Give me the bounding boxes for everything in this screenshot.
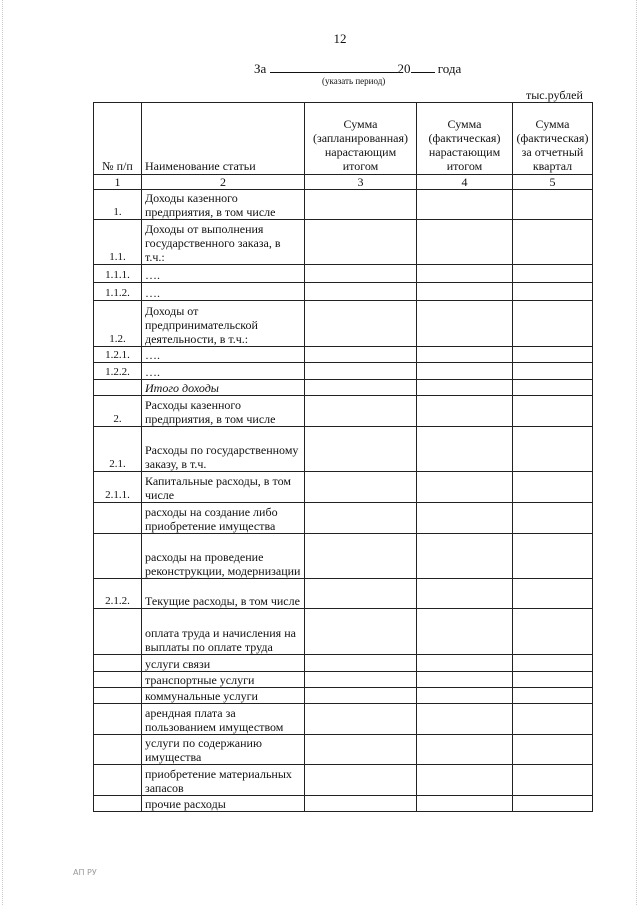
planned-cell[interactable] xyxy=(305,220,417,265)
actual-quarter-cell[interactable] xyxy=(513,735,593,765)
table-row xyxy=(94,688,593,704)
planned-cell[interactable] xyxy=(305,503,417,534)
column-numbers-row xyxy=(94,175,593,190)
row-name: арендная плата за пользованием имуществом xyxy=(142,704,305,735)
actual-quarter-cell[interactable] xyxy=(513,672,593,688)
table-row xyxy=(94,735,593,765)
row-name: …. xyxy=(142,265,305,283)
actual-quarter-cell[interactable] xyxy=(513,363,593,380)
actual-quarter-cell[interactable] xyxy=(513,427,593,472)
row-name: расходы на проведение реконструкции, модернизации xyxy=(142,534,305,579)
row-name: Расходы по государственному заказу, в т.ч. xyxy=(142,427,305,472)
table-row xyxy=(94,190,593,220)
row-name: …. xyxy=(142,363,305,380)
actual-cumulative-cell[interactable] xyxy=(417,472,513,503)
actual-cumulative-cell[interactable] xyxy=(417,655,513,672)
table-row xyxy=(94,363,593,380)
row-number: 1.1.1. xyxy=(94,265,142,283)
planned-cell[interactable] xyxy=(305,472,417,503)
row-name: транспортные услуги xyxy=(142,672,305,688)
planned-cell[interactable] xyxy=(305,265,417,283)
table-row xyxy=(94,265,593,283)
row-number: 1.2. xyxy=(94,301,142,347)
table-row xyxy=(94,609,593,655)
column-number: 3 xyxy=(305,175,417,190)
row-number xyxy=(94,704,142,735)
row-number: 1.1.2. xyxy=(94,283,142,301)
actual-cumulative-cell[interactable] xyxy=(417,301,513,347)
planned-cell[interactable] xyxy=(305,283,417,301)
actual-quarter-cell[interactable] xyxy=(513,765,593,796)
row-name: услуги связи xyxy=(142,655,305,672)
actual-cumulative-cell[interactable] xyxy=(417,579,513,609)
planned-cell[interactable] xyxy=(305,363,417,380)
column-number: 2 xyxy=(142,175,305,190)
table-row xyxy=(94,301,593,347)
actual-quarter-cell[interactable] xyxy=(513,609,593,655)
actual-quarter-cell[interactable] xyxy=(513,220,593,265)
row-number xyxy=(94,534,142,579)
row-number xyxy=(94,655,142,672)
planned-cell[interactable] xyxy=(305,609,417,655)
actual-cumulative-cell[interactable] xyxy=(417,688,513,704)
actual-quarter-cell[interactable] xyxy=(513,579,593,609)
header-actual-quarter: Сумма (фактическая) за отчетный квартал xyxy=(513,103,593,175)
row-name: Капитальные расходы, в том числе xyxy=(142,472,305,503)
row-number xyxy=(94,688,142,704)
planned-cell[interactable] xyxy=(305,396,417,427)
actual-quarter-cell[interactable] xyxy=(513,472,593,503)
planned-cell[interactable] xyxy=(305,427,417,472)
table-row xyxy=(94,765,593,796)
planned-cell[interactable] xyxy=(305,190,417,220)
actual-cumulative-cell[interactable] xyxy=(417,796,513,812)
row-name: …. xyxy=(142,283,305,301)
header-name: Наименование статьи xyxy=(142,103,305,175)
row-name: коммунальные услуги xyxy=(142,688,305,704)
row-name: Расходы казенного предприятия, в том числе xyxy=(142,396,305,427)
row-number: 2.1.1. xyxy=(94,472,142,503)
planned-cell[interactable] xyxy=(305,655,417,672)
planned-cell[interactable] xyxy=(305,380,417,396)
table-row xyxy=(94,503,593,534)
footer-watermark: АП РУ xyxy=(73,868,97,877)
units-label: тыс.рублей xyxy=(526,88,583,102)
actual-quarter-cell[interactable] xyxy=(513,534,593,579)
planned-cell[interactable] xyxy=(305,534,417,579)
table-row xyxy=(94,220,593,265)
row-number: 1.1. xyxy=(94,220,142,265)
actual-cumulative-cell[interactable] xyxy=(417,380,513,396)
row-name: оплата труда и начисления на выплаты по оплате труда xyxy=(142,609,305,655)
period-line xyxy=(254,60,461,77)
table-row xyxy=(94,380,593,396)
actual-quarter-cell[interactable] xyxy=(513,347,593,363)
actual-quarter-cell[interactable] xyxy=(513,655,593,672)
row-name: Доходы от выполнения государственного заказа, в т.ч.: xyxy=(142,220,305,265)
table-row xyxy=(94,704,593,735)
column-number: 4 xyxy=(417,175,513,190)
actual-quarter-cell[interactable] xyxy=(513,503,593,534)
header-num: № п/п xyxy=(94,103,142,175)
actual-cumulative-cell[interactable] xyxy=(417,265,513,283)
actual-cumulative-cell[interactable] xyxy=(417,735,513,765)
period-prefix: За xyxy=(254,61,267,76)
row-number xyxy=(94,672,142,688)
row-number xyxy=(94,503,142,534)
actual-quarter-cell[interactable] xyxy=(513,796,593,812)
actual-quarter-cell[interactable] xyxy=(513,265,593,283)
column-number: 5 xyxy=(513,175,593,190)
planned-cell[interactable] xyxy=(305,688,417,704)
actual-cumulative-cell[interactable] xyxy=(417,396,513,427)
row-number xyxy=(94,380,142,396)
planned-cell[interactable] xyxy=(305,579,417,609)
actual-quarter-cell[interactable] xyxy=(513,301,593,347)
table-row xyxy=(94,534,593,579)
row-number xyxy=(94,609,142,655)
row-name: приобретение материальных запасов xyxy=(142,765,305,796)
row-number: 1.2.2. xyxy=(94,363,142,380)
row-number: 2.1.2. xyxy=(94,579,142,609)
table-row xyxy=(94,396,593,427)
actual-cumulative-cell[interactable] xyxy=(417,427,513,472)
actual-quarter-cell[interactable] xyxy=(513,704,593,735)
actual-cumulative-cell[interactable] xyxy=(417,765,513,796)
row-number: 2. xyxy=(94,396,142,427)
row-name: Текущие расходы, в том числе xyxy=(142,579,305,609)
row-name: …. xyxy=(142,347,305,363)
planned-cell[interactable] xyxy=(305,347,417,363)
planned-cell[interactable] xyxy=(305,672,417,688)
year-prefix: 20 xyxy=(397,61,411,76)
table-row xyxy=(94,796,593,812)
row-number: 2.1. xyxy=(94,427,142,472)
actual-quarter-cell[interactable] xyxy=(513,283,593,301)
row-name: расходы на создание либо приобретение имущества xyxy=(142,503,305,534)
table-row xyxy=(94,472,593,503)
planned-cell[interactable] xyxy=(305,301,417,347)
header-planned: Сумма (запланированная) нарастающим итогом xyxy=(305,103,417,175)
row-number xyxy=(94,796,142,812)
row-name: прочие расходы xyxy=(142,796,305,812)
planned-cell[interactable] xyxy=(305,765,417,796)
actual-cumulative-cell[interactable] xyxy=(417,283,513,301)
table-row xyxy=(94,672,593,688)
actual-cumulative-cell[interactable] xyxy=(417,609,513,655)
left-margin-line xyxy=(2,0,3,905)
actual-cumulative-cell[interactable] xyxy=(417,672,513,688)
table-row xyxy=(94,283,593,301)
row-number: 1.2.1. xyxy=(94,347,142,363)
row-name: Итого доходы xyxy=(142,380,305,396)
row-name: Доходы от предпринимательской деятельности, в т.ч.: xyxy=(142,301,305,347)
actual-cumulative-cell[interactable] xyxy=(417,363,513,380)
actual-cumulative-cell[interactable] xyxy=(417,534,513,579)
actual-cumulative-cell[interactable] xyxy=(417,220,513,265)
row-number xyxy=(94,735,142,765)
table-row xyxy=(94,655,593,672)
period-suffix: года xyxy=(437,61,462,76)
column-number: 1 xyxy=(94,175,142,190)
table-row xyxy=(94,427,593,472)
period-hint: (указать период) xyxy=(322,76,386,86)
row-name: услуги по содержанию имущества xyxy=(142,735,305,765)
period-blank[interactable] xyxy=(270,60,398,73)
actual-cumulative-cell[interactable] xyxy=(417,190,513,220)
header-row xyxy=(94,103,593,175)
planned-cell[interactable] xyxy=(305,735,417,765)
right-margin-line xyxy=(636,0,637,905)
actual-quarter-cell[interactable] xyxy=(513,380,593,396)
table-row xyxy=(94,347,593,363)
actual-quarter-cell[interactable] xyxy=(513,190,593,220)
year-blank[interactable] xyxy=(411,60,435,73)
row-name: Доходы казенного предприятия, в том числе xyxy=(142,190,305,220)
page-number: 12 xyxy=(333,31,347,46)
actual-quarter-cell[interactable] xyxy=(513,396,593,427)
actual-cumulative-cell[interactable] xyxy=(417,347,513,363)
row-number: 1. xyxy=(94,190,142,220)
header-actual-cumulative: Сумма (фактическая) нарастающим итогом xyxy=(417,103,513,175)
actual-quarter-cell[interactable] xyxy=(513,688,593,704)
planned-cell[interactable] xyxy=(305,704,417,735)
row-number xyxy=(94,765,142,796)
actual-cumulative-cell[interactable] xyxy=(417,704,513,735)
actual-cumulative-cell[interactable] xyxy=(417,503,513,534)
table-row xyxy=(94,579,593,609)
planned-cell[interactable] xyxy=(305,796,417,812)
report-table xyxy=(93,102,593,812)
